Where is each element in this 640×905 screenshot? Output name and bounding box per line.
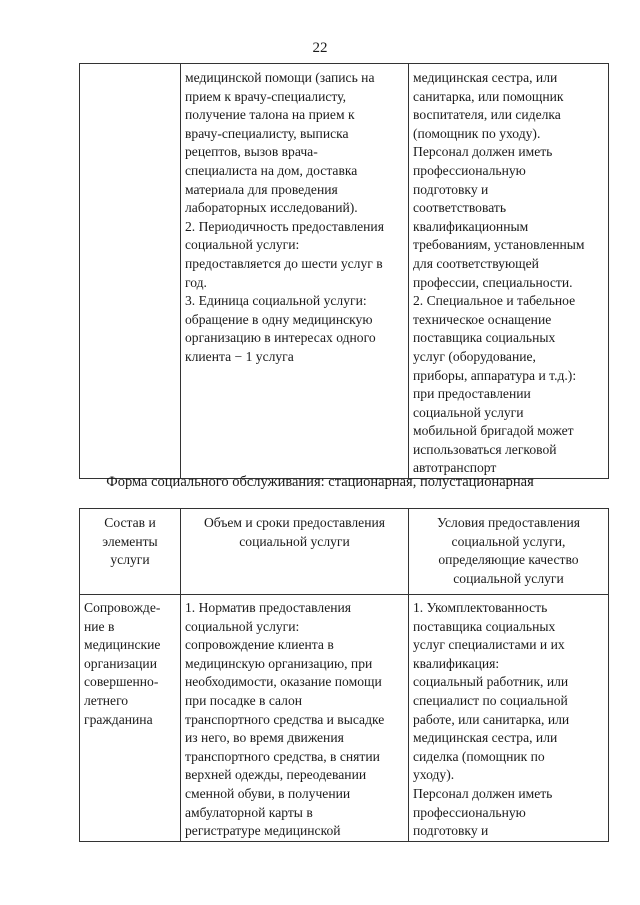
service-form-heading: Форма социального обслуживания: стационарная, полустационарная	[106, 474, 534, 490]
services-table-continued	[79, 63, 609, 479]
table-cell-composition	[80, 595, 181, 842]
table-cell-conditions	[409, 595, 609, 842]
conditions-text: медицинская сестра, или санитарка, или помощник воспитателя, или сиделка (помощник по уходу). Персонал должен иметь профессиональную подготовку и соответствовать квалификационным требованиям, установленным для соответствующей профессии, специальности. 2. Специальное и табельное техническое оснащение поставщика социальных услуг (оборудование, приборы, аппаратура и т.д.): при предоставлении социальной услуги мобильной бригадой может использоваться легковой автотранспорт	[413, 70, 585, 476]
volume-terms-text: 1. Норматив предоставления социальной услуги: сопровождение клиента в медицинскую организацию, при необходимости, оказание помощи при посадке в салон транспортного средства и высадке из него, во время движения транспортного средства, в снятии верхней одежды, переодевании сменной обуви, в получении амбулаторной карты в регистратуре медицинской	[185, 600, 385, 839]
table-header-row	[80, 509, 609, 595]
volume-terms-text: медицинской помощи (запись на прием к врачу-специалисту, получение талона на прием к врачу-специалисту, выписка рецептов, вызов врача- специалиста на дом, доставка материала для проведения лабораторных исследований). 2. Периодичность предоставления социальной услуги: предоставляется до шести услуг в год. 3. Единица социальной услуги: обращение в одну медицинскую организацию в интересах одного клиента − 1 услуга	[185, 70, 384, 364]
table-row	[80, 64, 609, 479]
table-cell-conditions	[409, 64, 609, 479]
column-header-composition: Состав и элементы услуги	[80, 509, 181, 595]
column-header-volume-terms: Объем и сроки предоставления социальной услуги	[181, 509, 409, 595]
services-table	[79, 508, 609, 842]
table-cell-volume-terms	[181, 595, 409, 842]
table-cell-composition	[80, 64, 181, 479]
column-header-conditions: Условия предоставления социальной услуги, определяющие качество социальной услуги	[409, 509, 609, 595]
service-name-text: Сопровожде- ние в медицинские организации совершенно- летнего гражданина	[84, 600, 161, 727]
table-row	[80, 595, 609, 842]
page-number: 22	[312, 40, 328, 56]
conditions-text: 1. Укомплектованность поставщика социальных услуг специалистами и их квалификация: социальный работник, или специалист по социальной работе, или санитарка, или медицинская сестра, или сиделка (помощник по уходу). Персонал должен иметь профессиональную подготовку и	[413, 600, 570, 839]
table-cell-volume-terms	[181, 64, 409, 479]
